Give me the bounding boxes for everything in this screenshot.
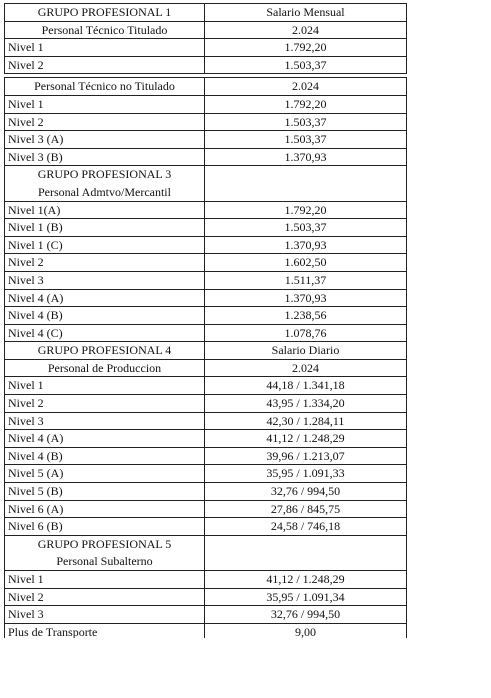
- salary-table: [4, 3, 407, 638]
- table-row: [5, 237, 406, 255]
- table-row: [5, 114, 406, 132]
- row-value: 39,96 / 1.213,07: [266, 448, 345, 463]
- row-label: Nivel 3 (B): [5, 149, 205, 166]
- table-block: [4, 77, 407, 637]
- row-value: 1.370,93: [284, 237, 327, 252]
- table-row: [5, 377, 406, 395]
- row-value: 1.238,56: [284, 308, 327, 323]
- row-value: 2.024: [292, 79, 319, 94]
- row-label: Nivel 2: [5, 57, 205, 74]
- row-value: 1.511,37: [284, 272, 327, 287]
- table-row: [5, 553, 406, 571]
- row-label: Personal Subalterno: [5, 553, 205, 570]
- row-value: 32,76 / 994,50: [270, 607, 341, 622]
- table-row: [5, 149, 406, 167]
- row-value: 1.792,20: [284, 40, 327, 55]
- row-value: 1.792,20: [284, 202, 327, 217]
- row-label: Personal Técnico no Titulado: [5, 78, 205, 95]
- row-value: 1.370,93: [284, 149, 327, 164]
- table-row: [5, 22, 406, 40]
- table-row: [5, 290, 406, 308]
- row-label: Nivel 5 (B): [5, 483, 205, 500]
- table-row: [5, 307, 406, 325]
- row-label: Personal Admtvo/Mercantil: [5, 184, 205, 201]
- table-row: [5, 606, 406, 624]
- row-label: Personal Técnico Titulado: [5, 22, 205, 39]
- table-row: [5, 202, 406, 220]
- row-value: Salario Mensual: [266, 5, 345, 19]
- table-row: [5, 4, 406, 22]
- table-row: [5, 360, 406, 378]
- row-label: Nivel 3: [5, 606, 205, 623]
- row-value: 32,76 / 994,50: [270, 484, 341, 499]
- row-value: 35,95 / 1.091,34: [266, 589, 345, 604]
- table-row: [5, 219, 406, 237]
- row-value: 1.503,37: [284, 114, 327, 129]
- row-label: Nivel 6 (A): [5, 501, 205, 518]
- row-value: 41,12 / 1.248,29: [266, 572, 345, 586]
- row-label: Nivel 6 (B): [5, 518, 205, 535]
- row-label: Nivel 1(A): [5, 202, 205, 219]
- row-label: Personal de Produccion: [5, 360, 205, 377]
- row-value: 1.792,20: [284, 96, 327, 111]
- row-label: Nivel 4 (A): [5, 290, 205, 307]
- row-value: 42,30 / 1.284,11: [266, 413, 345, 428]
- table-row: [5, 624, 406, 638]
- table-row: [5, 536, 406, 554]
- table-row: [5, 166, 406, 184]
- row-label: Nivel 2: [5, 254, 205, 271]
- row-label: Nivel 4 (C): [5, 325, 205, 342]
- row-label: GRUPO PROFESIONAL 4: [5, 342, 205, 359]
- row-label: Nivel 3 (A): [5, 131, 205, 148]
- row-label: Nivel 2: [5, 395, 205, 412]
- row-value: 1.503,37: [284, 220, 327, 235]
- row-value: 1.602,50: [284, 255, 327, 270]
- table-row: [5, 184, 406, 202]
- row-value: 24,58 / 746,18: [270, 519, 341, 534]
- table-row: [5, 325, 406, 343]
- row-value: 27,86 / 845,75: [270, 501, 341, 516]
- table-block: [4, 3, 407, 74]
- row-label: Nivel 1: [5, 96, 205, 113]
- row-label: Nivel 4 (A): [5, 430, 205, 447]
- row-label: Nivel 4 (B): [5, 307, 205, 324]
- table-row: [5, 518, 406, 536]
- row-label: Nivel 2: [5, 114, 205, 131]
- row-label: Nivel 3: [5, 413, 205, 430]
- table-row: [5, 131, 406, 149]
- row-label: Plus de Transporte: [5, 624, 205, 638]
- row-value: [205, 536, 406, 554]
- table-row: [5, 589, 406, 607]
- row-value: 1.078,76: [284, 325, 327, 340]
- table-row: [5, 272, 406, 290]
- row-label: Nivel 3: [5, 272, 205, 289]
- table-row: [5, 571, 406, 589]
- row-value: 2.024: [292, 22, 319, 37]
- row-value: 1.370,93: [284, 290, 327, 305]
- table-row: [5, 448, 406, 466]
- row-value: 1.503,37: [284, 132, 327, 147]
- row-label: Nivel 1: [5, 377, 205, 394]
- row-value: 43,95 / 1.334,20: [266, 396, 345, 411]
- row-label: Nivel 5 (A): [5, 465, 205, 482]
- table-row: [5, 465, 406, 483]
- table-row: [5, 413, 406, 431]
- row-value: 2.024: [292, 360, 319, 375]
- table-row: [5, 39, 406, 57]
- table-row: [5, 96, 406, 114]
- row-label: Nivel 1 (B): [5, 219, 205, 236]
- table-row: [5, 501, 406, 519]
- table-row: [5, 430, 406, 448]
- table-row: [5, 342, 406, 360]
- row-value: 44,18 / 1.341,18: [266, 378, 345, 393]
- row-value: 41,12 / 1.248,29: [266, 431, 345, 446]
- row-label: GRUPO PROFESIONAL 1: [5, 4, 205, 21]
- row-label: Nivel 4 (B): [5, 448, 205, 465]
- row-label: Nivel 1 (C): [5, 237, 205, 254]
- table-row: [5, 483, 406, 501]
- row-label: GRUPO PROFESIONAL 3: [5, 166, 205, 184]
- row-value: 35,95 / 1.091,33: [266, 466, 345, 481]
- row-value: [205, 184, 406, 201]
- table-row: [5, 78, 406, 96]
- table-row: [5, 57, 406, 75]
- row-label: Nivel 1: [5, 39, 205, 56]
- row-value: [205, 166, 406, 184]
- row-value: 9,00: [295, 624, 316, 638]
- row-value: [205, 553, 406, 570]
- row-label: Nivel 1: [5, 571, 205, 588]
- row-label: Nivel 2: [5, 589, 205, 606]
- row-label: GRUPO PROFESIONAL 5: [5, 536, 205, 554]
- table-row: [5, 395, 406, 413]
- table-row: [5, 254, 406, 272]
- row-value: Salario Diario: [271, 343, 340, 358]
- row-value: 1.503,37: [284, 57, 327, 72]
